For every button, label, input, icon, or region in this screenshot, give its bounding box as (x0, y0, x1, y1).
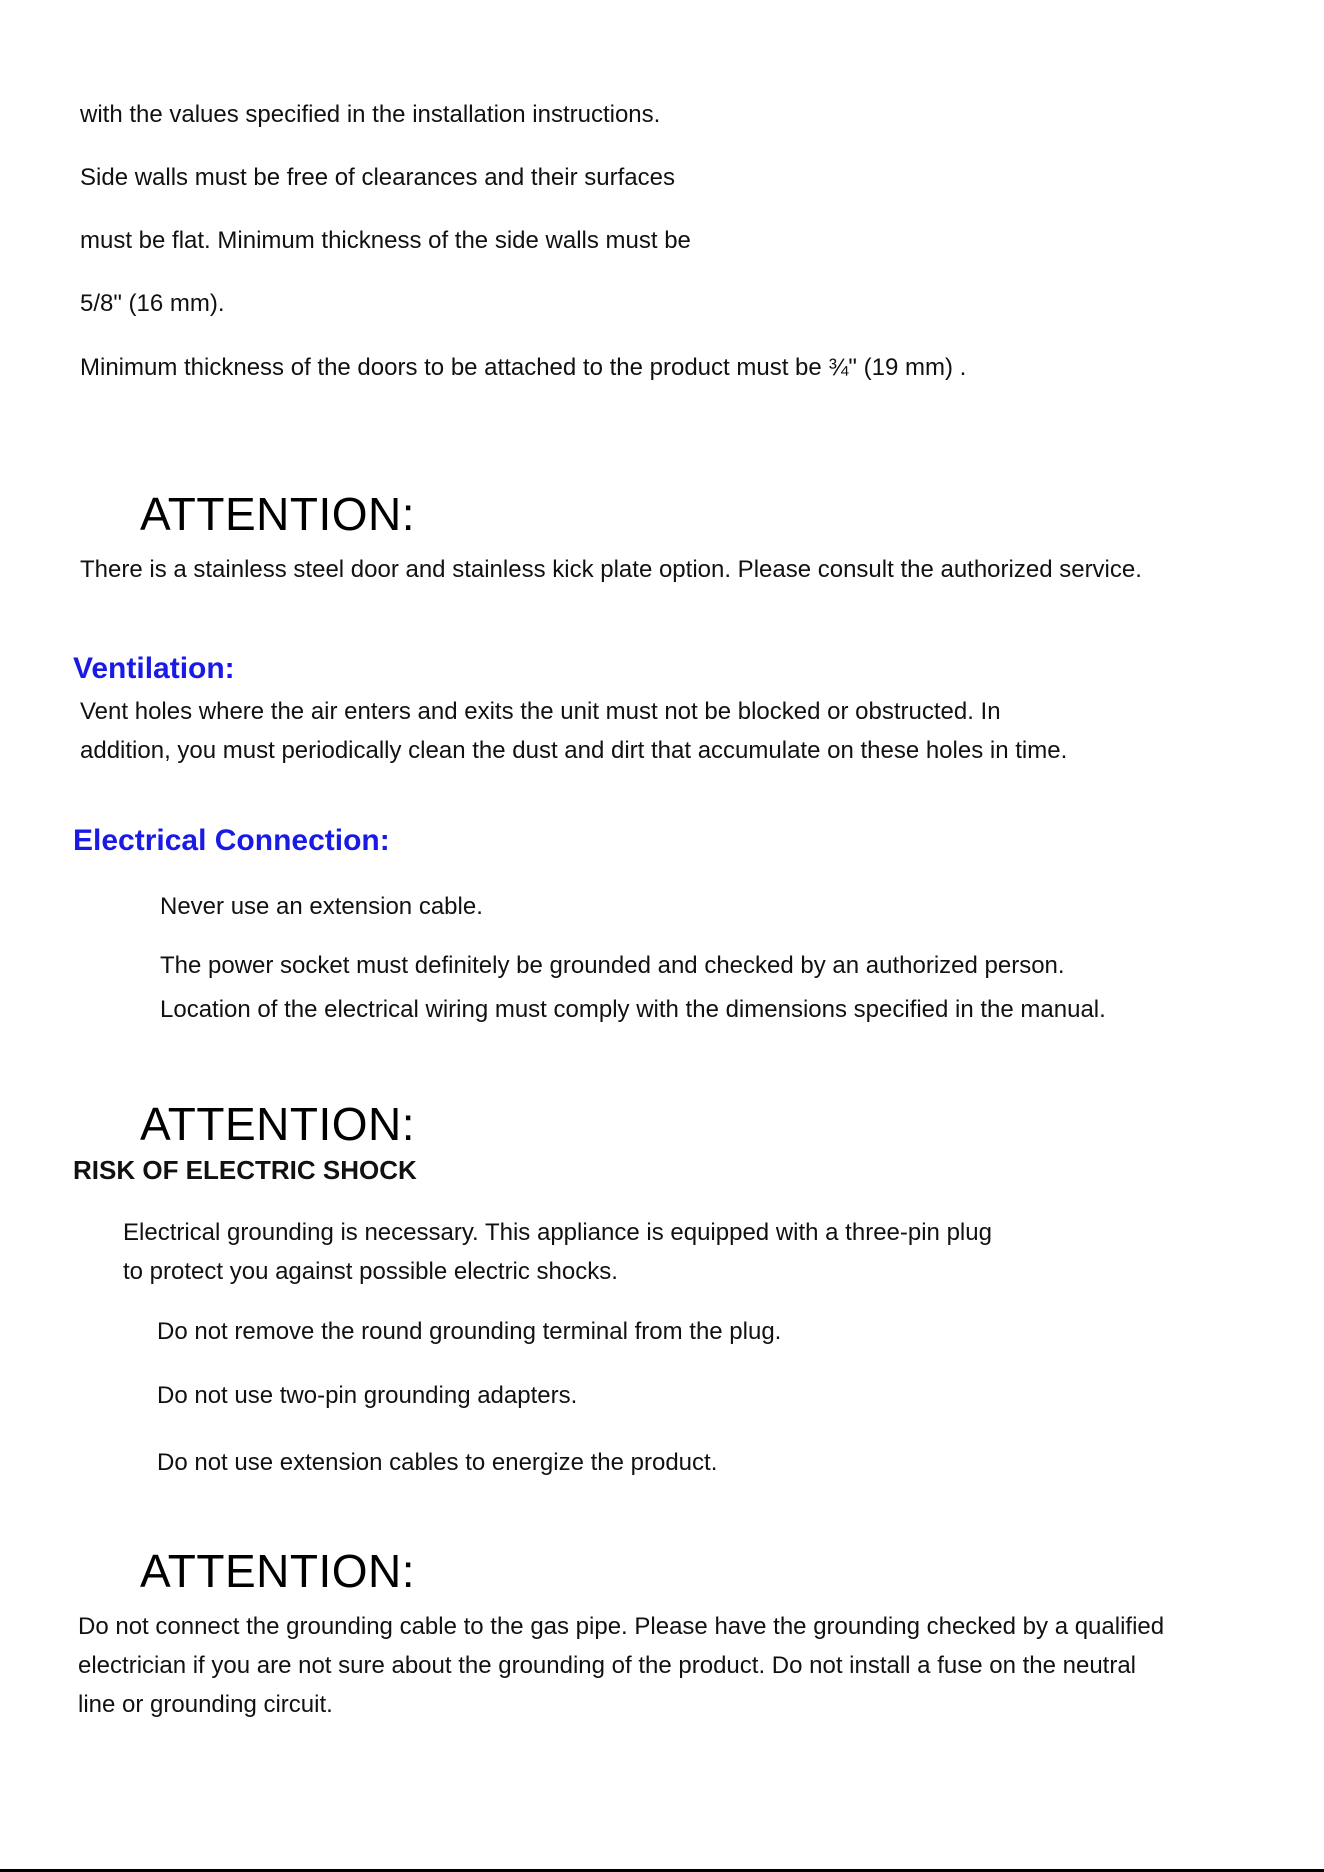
attention-heading-1: ATTENTION: (140, 488, 416, 540)
grounding-item-1: Do not remove the round grounding terminal from the plug. (157, 1318, 782, 1345)
intro-line-2: Side walls must be free of clearances and their surfaces (80, 164, 675, 191)
ventilation-heading: Ventilation: (73, 652, 235, 685)
attention-heading-3: ATTENTION: (140, 1545, 416, 1597)
attention-text-3-line-2: electrician if you are not sure about the grounding of the product. Do not install a fuse on the neutral (78, 1652, 1137, 1679)
grounding-item-3: Do not use extension cables to energize the product. (157, 1449, 718, 1476)
intro-line-1: with the values specified in the installation instructions. (80, 101, 661, 128)
attention-text-1: There is a stainless steel door and stainless kick plate option. Please consult the authorized service. (80, 556, 1142, 583)
ventilation-line-2: addition, you must periodically clean the dust and dirt that accumulate on these holes in time. (80, 737, 1068, 764)
attention-text-3-line-1: Do not connect the grounding cable to the gas pipe. Please have the grounding checked by a qualified (78, 1613, 1165, 1640)
ventilation-line-1: Vent holes where the air enters and exits the unit must not be blocked or obstructed. In (80, 698, 1001, 725)
electrical-item-3: Location of the electrical wiring must comply with the dimensions specified in the manual. (160, 996, 1106, 1023)
electrical-item-1: Never use an extension cable. (160, 893, 483, 920)
electrical-connection-heading: Electrical Connection: (73, 824, 390, 857)
grounding-intro-line-2: to protect you against possible electric shocks. (123, 1258, 618, 1285)
intro-line-4: 5/8" (16 mm). (80, 290, 225, 317)
attention-text-3-line-3: line or grounding circuit. (78, 1691, 333, 1718)
attention-heading-2: ATTENTION: (140, 1098, 416, 1150)
intro-line-5: Minimum thickness of the doors to be attached to the product must be ¾" (19 mm) . (80, 354, 967, 381)
electrical-item-2: The power socket must definitely be grounded and checked by an authorized person. (160, 952, 1065, 979)
intro-line-3: must be flat. Minimum thickness of the side walls must be (80, 227, 691, 254)
risk-of-electric-shock-heading: RISK OF ELECTRIC SHOCK (73, 1155, 417, 1185)
grounding-intro-line-1: Electrical grounding is necessary. This appliance is equipped with a three-pin plug (123, 1219, 992, 1246)
grounding-item-2: Do not use two-pin grounding adapters. (157, 1382, 578, 1409)
